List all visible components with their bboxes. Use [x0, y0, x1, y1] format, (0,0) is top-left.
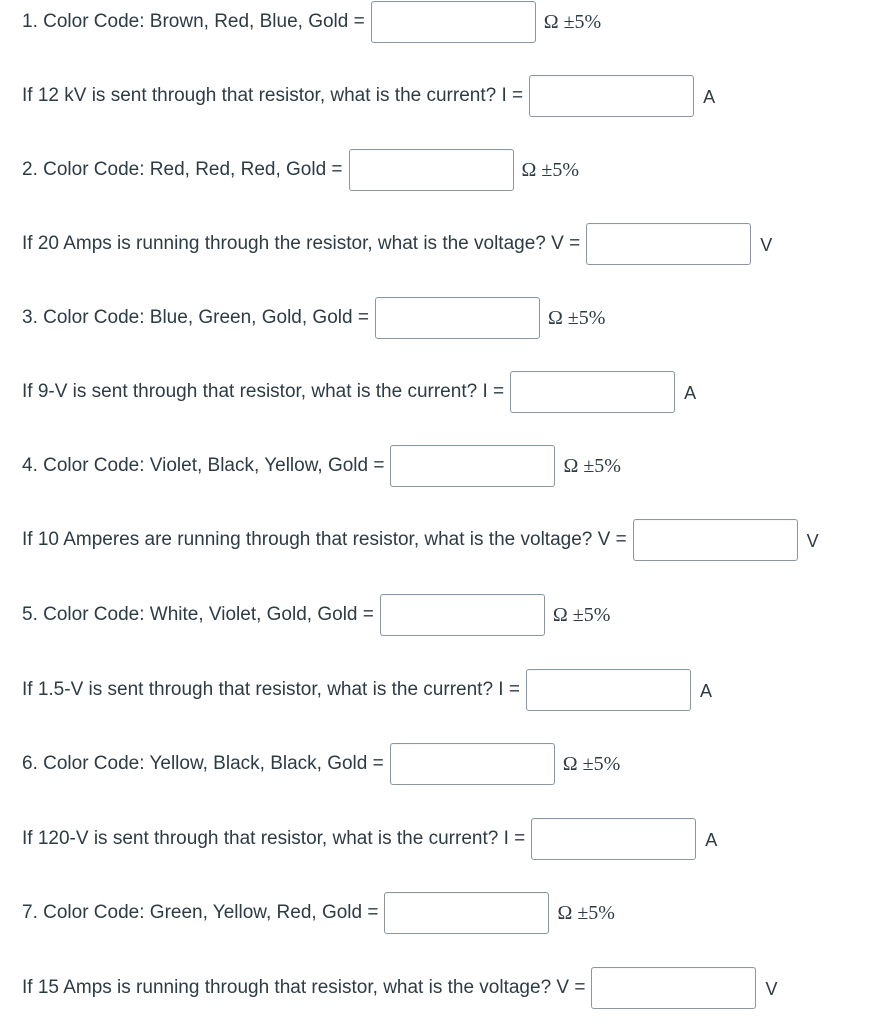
question-4-resistance-row: [22, 444, 621, 488]
question-7-voltage-input[interactable]: [591, 967, 756, 1009]
question-3-resistance-unit: Ω ±5%: [547, 307, 606, 329]
question-1-followup-unit: A: [703, 87, 716, 107]
question-7-followup-row: [22, 966, 777, 1010]
question-4-followup-row: [22, 518, 819, 562]
question-2-followup-prompt: If 20 Amps is running through the resistor, what is the voltage? V =: [22, 233, 581, 254]
question-5-followup-prompt: If 1.5-V is sent through that resistor, what is the current? I =: [22, 679, 520, 700]
question-3-color-code-prompt: 3. Color Code: Blue, Green, Gold, Gold =: [22, 307, 369, 328]
question-5-followup-row: [22, 668, 712, 712]
question-3-current-input[interactable]: [510, 371, 675, 413]
question-6-followup-prompt: If 120-V is sent through that resistor, what is the current? I =: [22, 828, 526, 849]
question-2-color-code-prompt: 2. Color Code: Red, Red, Red, Gold =: [22, 159, 343, 180]
question-3-resistance-input[interactable]: [375, 297, 540, 339]
question-3-followup-prompt: If 9-V is sent through that resistor, what is the current? I =: [22, 381, 505, 402]
question-6-resistance-row: [22, 742, 620, 786]
question-5-resistance-row: [22, 593, 610, 637]
question-2-resistance-row: [22, 148, 579, 192]
question-1-color-code-prompt: 1. Color Code: Brown, Red, Blue, Gold =: [22, 11, 365, 32]
question-4-voltage-input[interactable]: [633, 519, 798, 561]
question-5-color-code-prompt: 5. Color Code: White, Violet, Gold, Gold =: [22, 604, 374, 625]
question-2-followup-unit: V: [760, 235, 773, 255]
question-6-followup-row: [22, 817, 717, 861]
question-3-followup-unit: A: [684, 383, 697, 403]
question-4-followup-prompt: If 10 Amperes are running through that resistor, what is the voltage? V =: [22, 529, 627, 550]
question-4-resistance-unit: Ω ±5%: [563, 455, 621, 477]
question-6-color-code-prompt: 6. Color Code: Yellow, Black, Black, Gold =: [22, 753, 384, 774]
question-1-resistance-input[interactable]: [371, 1, 536, 43]
question-5-resistance-input[interactable]: [380, 594, 545, 636]
question-7-resistance-row: [22, 891, 615, 935]
question-1-followup-prompt: If 12 kV is sent through that resistor, what is the current? I =: [22, 85, 524, 106]
question-5-resistance-unit: Ω ±5%: [552, 604, 611, 626]
question-7-color-code-prompt: 7. Color Code: Green, Yellow, Red, Gold =: [22, 902, 379, 923]
question-3-followup-row: [22, 370, 696, 414]
question-1-resistance-unit: Ω ±5%: [543, 11, 602, 33]
question-2-followup-row: [22, 222, 772, 266]
question-5-current-input[interactable]: [526, 669, 691, 711]
question-7-followup-prompt: If 15 Amps is running through that resistor, what is the voltage? V =: [22, 977, 586, 998]
question-2-voltage-input[interactable]: [586, 223, 751, 265]
question-3-resistance-row: [22, 296, 605, 340]
question-1-followup-row: [22, 74, 715, 118]
question-7-resistance-input[interactable]: [384, 892, 549, 934]
question-4-resistance-input[interactable]: [390, 445, 555, 487]
question-7-resistance-unit: Ω ±5%: [557, 902, 615, 924]
question-6-resistance-unit: Ω ±5%: [562, 753, 621, 775]
question-6-followup-unit: A: [705, 830, 718, 850]
question-6-resistance-input[interactable]: [390, 743, 555, 785]
question-4-followup-unit: V: [806, 531, 819, 551]
question-7-followup-unit: V: [765, 979, 778, 999]
question-1-resistance-row: [22, 0, 601, 44]
question-6-current-input[interactable]: [531, 818, 696, 860]
question-2-resistance-input[interactable]: [349, 149, 514, 191]
question-1-current-input[interactable]: [529, 75, 694, 117]
question-4-color-code-prompt: 4. Color Code: Violet, Black, Yellow, Gold =: [22, 455, 385, 476]
question-5-followup-unit: A: [699, 681, 712, 701]
question-2-resistance-unit: Ω ±5%: [521, 159, 580, 181]
